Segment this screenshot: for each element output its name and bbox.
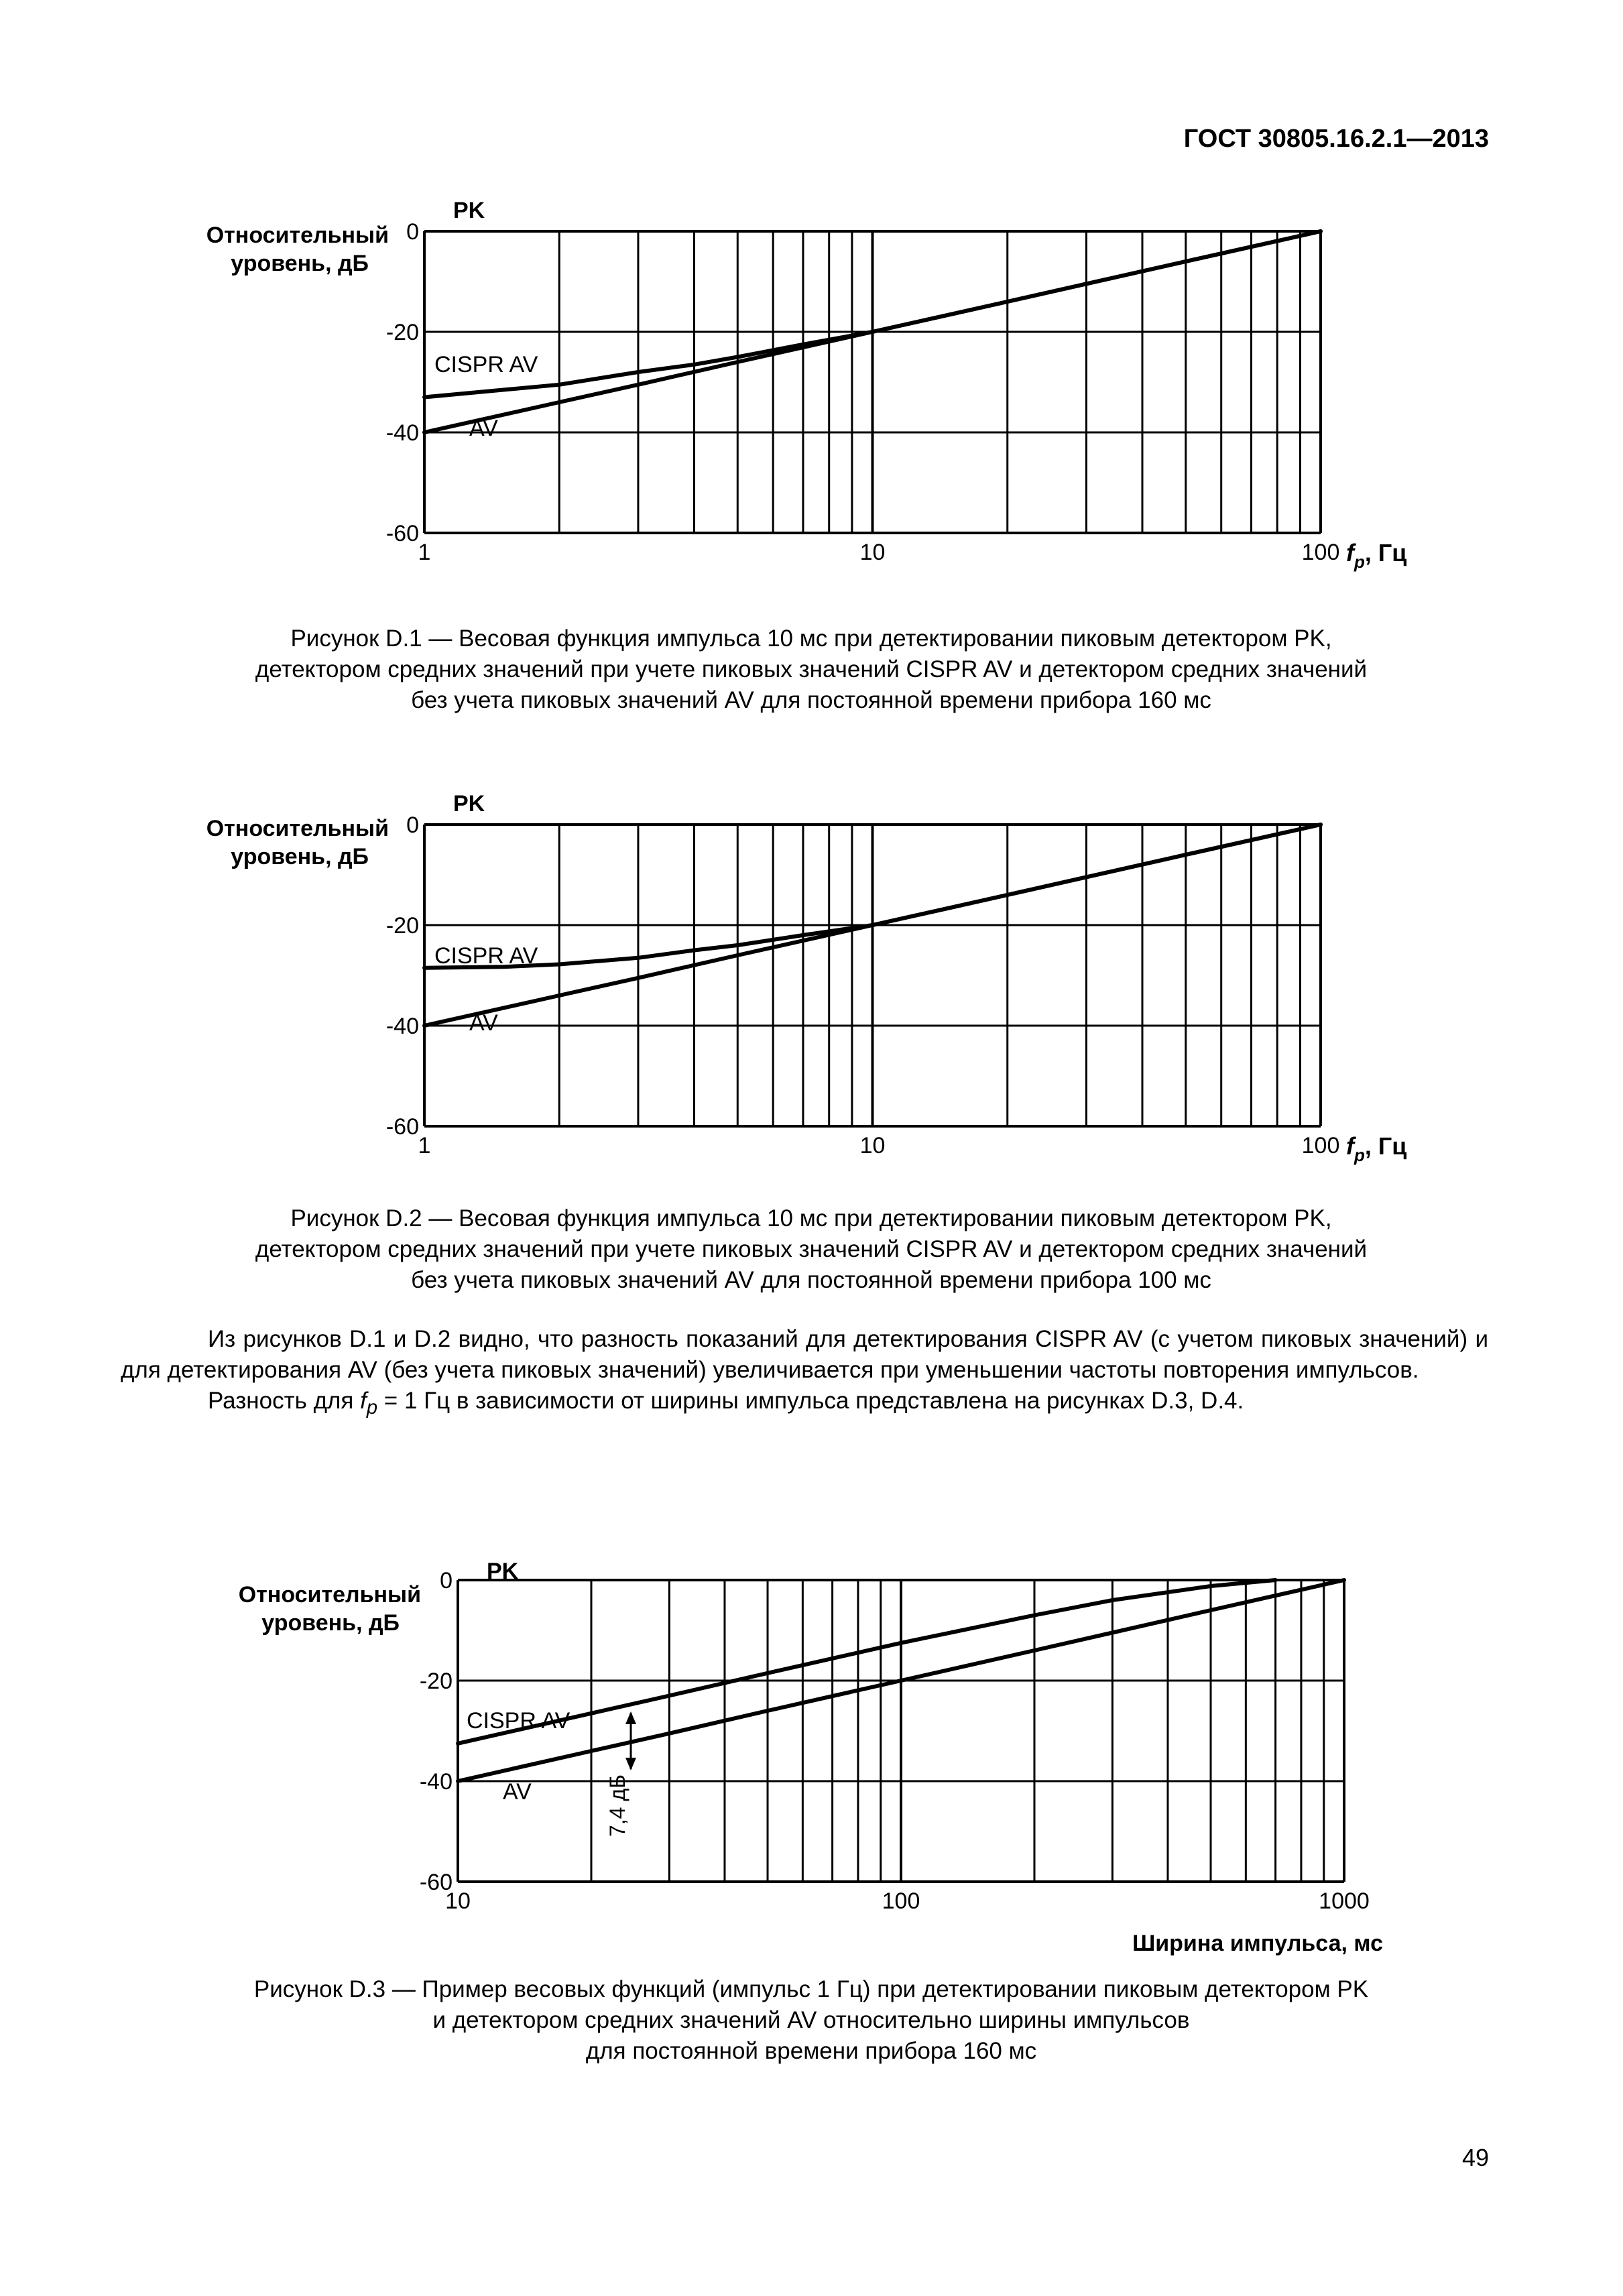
series-label-cispr: CISPR AV bbox=[434, 352, 538, 377]
series-line-cispr-av bbox=[458, 1580, 1276, 1744]
x-unit-sub: p bbox=[1354, 1145, 1365, 1165]
figure-d2 bbox=[0, 788, 1623, 1190]
figure-d3 bbox=[0, 1555, 1623, 1971]
y-tick-label: 0 bbox=[406, 219, 419, 245]
y-tick-label: -20 bbox=[419, 1669, 453, 1694]
y-tick-label: -40 bbox=[385, 420, 419, 446]
paragraph-2-end: = 1 Гц в зависимости от ширины импульса представлена на рисунках D.3, D.4. bbox=[377, 1388, 1244, 1414]
x-unit-label bbox=[1346, 1132, 1406, 1165]
top-label-pk: PK bbox=[453, 791, 485, 817]
series-label-av: AV bbox=[469, 1010, 498, 1036]
caption-line: детектором средних значений при учете пиковых значений CISPR AV и детектором средних значений bbox=[255, 656, 1368, 682]
y-tick-label: 0 bbox=[440, 1568, 453, 1593]
caption-line: без учета пиковых значений AV для постоянной времени прибора 100 мс bbox=[411, 1267, 1211, 1293]
body-text bbox=[121, 1324, 1488, 1423]
series-label-av: AV bbox=[469, 416, 498, 441]
paragraph-2-sub: p bbox=[366, 1397, 378, 1418]
x-tick-label: 10 bbox=[859, 540, 886, 565]
figure-d1-chart bbox=[0, 194, 1623, 597]
x-unit-suffix: , Гц bbox=[1364, 1132, 1407, 1160]
document-header: ГОСТ 30805.16.2.1—2013 bbox=[1183, 125, 1489, 153]
caption-line: детектором средних значений при учете пиковых значений CISPR AV и детектором средних значений bbox=[255, 1236, 1368, 1262]
ylabel-line-2: уровень, дБ bbox=[261, 1610, 400, 1636]
x-tick-label: 100 bbox=[882, 1888, 920, 1914]
figure-d2-chart bbox=[0, 788, 1623, 1190]
y-tick-label: -40 bbox=[419, 1769, 453, 1795]
paragraph-1: Из рисунков D.1 и D.2 видно, что разность показаний для детектирования CISPR AV (с учетом пиковых значений) и для детектирования AV (без учета пиковых значений) увеличивается при уменьшении частоты повторения импульсов. bbox=[121, 1326, 1488, 1383]
x-tick-label: 100 bbox=[1301, 1133, 1340, 1158]
paragraph-2 bbox=[121, 1386, 1488, 1423]
y-tick-label: -60 bbox=[385, 1114, 419, 1140]
x-tick-label: 1000 bbox=[1319, 1888, 1370, 1914]
caption-d1 bbox=[134, 623, 1488, 716]
caption-line: Рисунок D.1 — Весовая функция импульса 10 мс при детектировании пиковым детектором PK, bbox=[290, 625, 1332, 652]
figure-d1 bbox=[0, 194, 1623, 597]
series-label-av: AV bbox=[503, 1779, 532, 1805]
top-label-pk: PK bbox=[487, 1559, 519, 1584]
ylabel-line-1: Относительный bbox=[206, 816, 389, 841]
x-unit-sub: p bbox=[1354, 552, 1365, 572]
x-unit-var: f bbox=[1346, 1132, 1354, 1160]
caption-d2 bbox=[134, 1203, 1488, 1296]
x-tick-label: 1 bbox=[418, 540, 431, 565]
ylabel-line-2: уровень, дБ bbox=[231, 844, 369, 869]
figure-d3-chart bbox=[0, 1555, 1623, 1971]
series-label-cispr: CISPR AV bbox=[434, 943, 538, 969]
x-tick-label: 10 bbox=[445, 1888, 471, 1914]
y-tick-label: -20 bbox=[385, 913, 419, 939]
difference-marker bbox=[605, 1711, 636, 1837]
caption-line: Рисунок D.2 — Весовая функция импульса 10 мс при детектировании пиковым детектором PK, bbox=[290, 1205, 1332, 1231]
ylabel-line-2: уровень, дБ bbox=[231, 251, 369, 276]
ylabel-line-1: Относительный bbox=[238, 1582, 421, 1608]
y-tick-label: 0 bbox=[406, 812, 419, 838]
page-number: 49 bbox=[1461, 2144, 1489, 2171]
y-tick-label: -40 bbox=[385, 1014, 419, 1039]
x-tick-label: 100 bbox=[1301, 540, 1340, 565]
caption-line: для постоянной времени прибора 160 мс bbox=[585, 2038, 1037, 2064]
paragraph-2-var: f bbox=[360, 1388, 367, 1414]
caption-d3 bbox=[134, 1974, 1488, 2067]
caption-line: и детектором средних значений AV относительно ширины импульсов bbox=[432, 2007, 1190, 2033]
x-unit-label: Ширина импульса, мс bbox=[1132, 1931, 1383, 1956]
x-tick-label: 10 bbox=[859, 1133, 886, 1158]
y-tick-label: -20 bbox=[385, 320, 419, 345]
x-unit-label bbox=[1346, 539, 1406, 572]
paragraph-2-start: Разность для bbox=[208, 1388, 361, 1414]
x-unit-var: f bbox=[1346, 539, 1354, 566]
top-label-pk: PK bbox=[453, 198, 485, 223]
caption-line: без учета пиковых значений AV для постоянной времени прибора 160 мс bbox=[411, 687, 1211, 713]
y-tick-label: -60 bbox=[385, 521, 419, 546]
series-label-cispr: CISPR AV bbox=[467, 1708, 570, 1734]
y-tick-label: -60 bbox=[419, 1870, 453, 1895]
x-tick-label: 1 bbox=[418, 1133, 431, 1158]
x-unit-suffix: , Гц bbox=[1364, 539, 1407, 566]
caption-line: Рисунок D.3 — Пример весовых функций (импульс 1 Гц) при детектировании пиковым детектором PK bbox=[253, 1976, 1369, 2002]
difference-annotation: 7,4 дБ bbox=[605, 1774, 629, 1837]
ylabel-line-1: Относительный bbox=[206, 223, 389, 248]
